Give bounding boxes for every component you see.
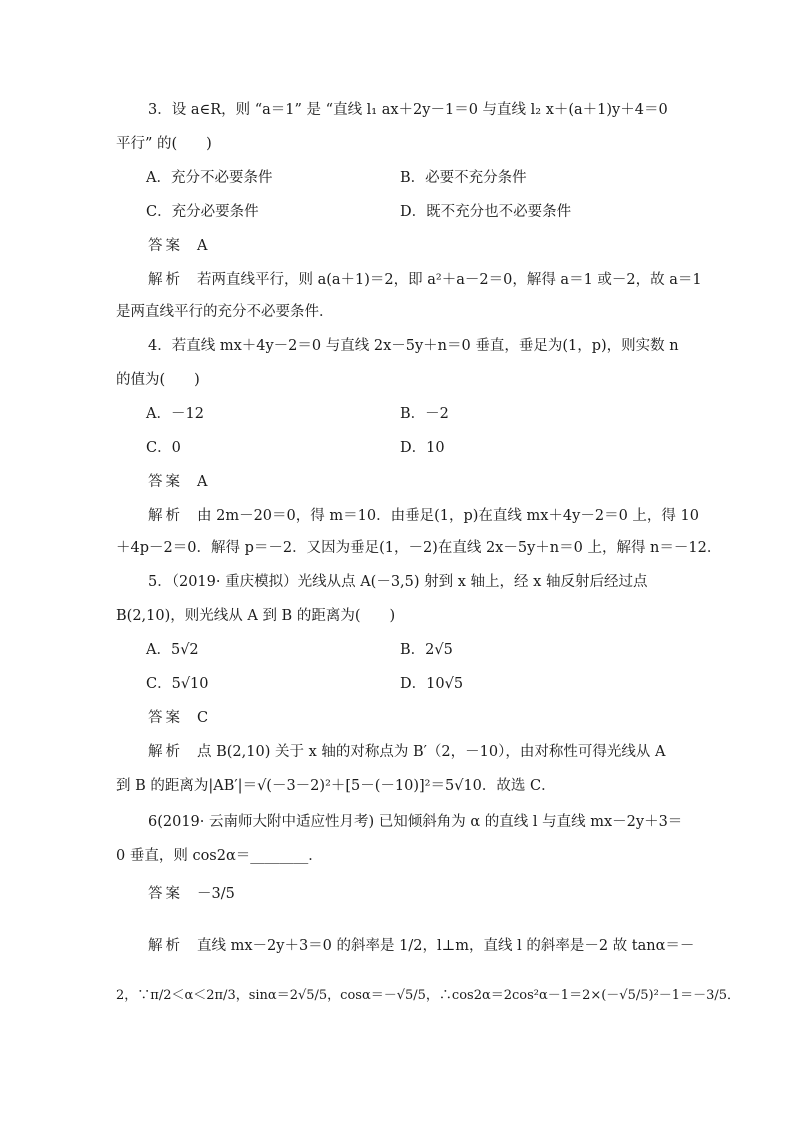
q6-answer <box>148 884 235 904</box>
answer-value: －3/5 <box>197 886 235 902</box>
q5-answer <box>148 708 208 728</box>
q6-stem-line2: 0 垂直，则 cos2α＝________． <box>116 848 323 864</box>
q3-option-d: D．既不充分也不必要条件 <box>400 204 572 220</box>
q4-answer <box>148 472 207 492</box>
q5-option-d: D．10√5 <box>400 676 464 692</box>
answer-value: A <box>197 238 208 254</box>
answer-value: C <box>197 710 209 726</box>
q3-stem-line1: 3．设 a∈R，则 “a＝1” 是 “直线 l₁ ax＋2y－1＝0 与直线 l₂ x＋(a＋1)y＋4＝0 <box>148 102 668 118</box>
analysis-label: 解析 <box>148 272 183 288</box>
q3-stem-line2: 平行” 的( ) <box>116 136 212 152</box>
answer-label: 答案 <box>148 886 183 902</box>
answer-label: 答案 <box>148 474 183 490</box>
q6-analysis-line2: 2，∵π/2＜α＜2π/3，sinα＝2√5/5，cosα＝－√5/5，∴cos2α＝2cos²α－1＝2×(－√5/5)²－1＝－3/5． <box>116 988 740 1003</box>
q4-stem-line2: 的值为( ) <box>116 372 200 388</box>
q4-analysis-line1 <box>148 506 699 526</box>
analysis-label: 解析 <box>148 938 183 954</box>
answer-label: 答案 <box>148 238 183 254</box>
q3-option-a: A．充分不必要条件 <box>146 170 273 186</box>
q3-analysis-line1 <box>148 270 702 290</box>
q4-option-c: C．0 <box>146 440 181 456</box>
q4-option-d: D．10 <box>400 440 445 456</box>
q4-option-b: B．－2 <box>400 406 449 422</box>
q5-analysis-line1 <box>148 742 665 762</box>
q3-answer <box>148 236 207 256</box>
analysis-text: 若两直线平行，则 a(a＋1)＝2，即 a²＋a－2＝0，解得 a＝1 或－2，故 a＝1 <box>197 272 702 288</box>
q5-option-c: C．5√10 <box>146 676 209 692</box>
q3-option-b: B．必要不充分条件 <box>400 170 527 186</box>
q5-option-b: B．2√5 <box>400 642 453 658</box>
q4-stem-line1: 4．若直线 mx＋4y－2＝0 与直线 2x－5y＋n＝0 垂直，垂足为(1，p)，则实数 n <box>148 338 679 354</box>
q5-analysis-line2: 到 B 的距离为|AB′|＝√(－3－2)²＋[5－(－10)]²＝5√10．故选 C． <box>116 778 556 794</box>
q4-option-a: A．－12 <box>146 406 204 422</box>
analysis-label: 解析 <box>148 508 183 524</box>
q5-stem-line1: 5．（2019· 重庆模拟）光线从点 A(－3,5) 射到 x 轴上，经 x 轴反射后经过点 <box>148 574 648 590</box>
analysis-text: 由 2m－20＝0，得 m＝10．由垂足(1，p)在直线 mx＋4y－2＝0 上，得 10 <box>197 508 699 524</box>
analysis-text: 直线 mx－2y＋3＝0 的斜率是 1/2，l⊥m，直线 l 的斜率是－2 故 tanα＝－ <box>197 938 695 954</box>
q3-analysis-line2: 是两直线平行的充分不必要条件． <box>116 304 334 320</box>
answer-label: 答案 <box>148 710 183 726</box>
q3-option-c: C．充分必要条件 <box>146 204 259 220</box>
q5-option-a: A．5√2 <box>146 642 199 658</box>
analysis-text: 点 B(2,10) 关于 x 轴的对称点为 B′（2，－10），由对称性可得光线从 A <box>197 744 666 760</box>
q6-stem-line1: 6(2019· 云南师大附中适应性月考) 已知倾斜角为 α 的直线 l 与直线 mx－2y＋3＝ <box>148 814 683 830</box>
analysis-label: 解析 <box>148 744 183 760</box>
q4-analysis-line2: ＋4p－2＝0．解得 p＝－2．又因为垂足(1，－2)在直线 2x－5y＋n＝0 上，解得 n＝－12． <box>116 540 722 556</box>
q6-analysis-line1 <box>148 936 694 956</box>
answer-value: A <box>197 474 208 490</box>
q5-stem-line2: B(2,10)，则光线从 A 到 B 的距离为( ) <box>116 608 396 624</box>
